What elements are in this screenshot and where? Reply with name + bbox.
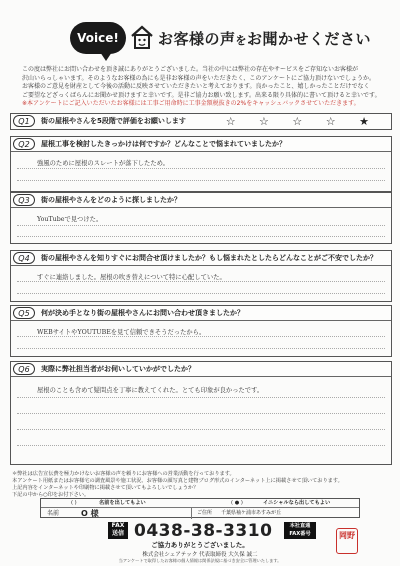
thanks-text: ご協力ありがとうございました。 bbox=[151, 541, 249, 549]
divider bbox=[17, 348, 385, 349]
option-initial-ok: イニシャルなら出してもよい bbox=[263, 500, 331, 506]
fax-icon: FAX 送信 bbox=[108, 522, 128, 539]
answer-4: すぐに連絡しました。屋根の吹き替えについて特に心配していた。 bbox=[37, 274, 226, 281]
address-label: ご住所 bbox=[197, 510, 213, 516]
fax-number: 0438-38-3310 bbox=[134, 521, 273, 541]
fax-tag: 本社直通 FAX番号 bbox=[284, 522, 316, 539]
divider bbox=[17, 445, 385, 446]
divider bbox=[191, 508, 192, 519]
address-value: 千葉県袖ケ浦市あすみが丘 bbox=[221, 510, 282, 516]
house-icon bbox=[130, 24, 154, 50]
name-label: 名前 bbox=[47, 510, 60, 517]
question-3: Q3 街の屋根やさんをどのように探しましたか？ YouTubeで見つけた。 bbox=[10, 192, 392, 244]
divider bbox=[17, 225, 385, 226]
privacy-note: 当アンケートで取得したお客様の個人情報は関係法規に基づき安全に管理いたします。 bbox=[118, 558, 282, 563]
rating-stars[interactable] bbox=[226, 116, 379, 127]
star-empty-icon[interactable]: ☆ ☆ ☆ ☆ bbox=[225, 115, 346, 128]
question-6: Q6 実際に弊社担当者がお伺いしていかがでしたか？ 屋根のことも含めて疑問点を丁寧に教えてくれた。とても印象が良かったです。 bbox=[10, 361, 392, 465]
divider bbox=[17, 180, 385, 181]
divider bbox=[17, 397, 385, 398]
survey-title: お客様の声をお聞かせください bbox=[158, 30, 372, 48]
fax-bar bbox=[108, 520, 318, 542]
answer-3: YouTubeで見つけた。 bbox=[37, 216, 103, 223]
voice-bubble: Voice! bbox=[70, 22, 126, 54]
option-name-ok: 名前を出してもよい bbox=[99, 500, 146, 506]
answer-5: WEBサイトやYOUTUBEを見て信頼できそうだったから。 bbox=[37, 329, 206, 336]
divider bbox=[17, 429, 385, 430]
divider bbox=[17, 293, 385, 294]
name-permission-form bbox=[40, 498, 360, 518]
divider bbox=[17, 281, 385, 282]
option-name-mark[interactable]: ( ) bbox=[71, 500, 77, 506]
star-filled-icon[interactable]: ★ bbox=[359, 115, 379, 128]
question-4: Q4 街の屋根やさんを知りすぐにお問合せ頂けましたか？もし悩まれたとしたらどんなことがご不安でしたか？ すぐに連絡しました。屋根の吹き替えについて特に心配していた。 bbox=[10, 250, 392, 302]
divider bbox=[17, 168, 385, 169]
question-5: Q5 何が決め手となり街の屋根やさんにお問い合わせ頂きましたか？ WEBサイトやYOUTUBEを見て信頼できそうだったから。 bbox=[10, 305, 392, 357]
question-1: Q1 街の屋根やさんを5段階で評価をお願いします ☆ ☆ ☆ ☆ ★ bbox=[10, 113, 392, 130]
answer-6: 屋根のことも含めて疑問点を丁寧に教えてくれた。とても印象が良かったです。 bbox=[37, 387, 264, 394]
divider bbox=[17, 336, 385, 337]
intro-text: この度は弊社にお問い合わせを頂き誠にありがとうございました。当社の中には弊社の存在やサービスをご存知ないお客様が 沢山いらっしゃいます。そのようなお客様の為にも是非お客様の声をいただきたく、このアンケートにご協力頂けないでしょうか。 お客様のご意見を財産として今後の活動に反映させていただきたいと考えております。良かったこと、嬉しかったことだけでなく ご要望などざっくばらんにお聞かせ頂けますと幸いです。是非ご協力お願い致します。出来る限り具体的に書いて頂けると幸いです。 ※本アンケートにご記入いただいたお客様には工事ご用命時に工事金額税抜きの2%をキャッシュバックさせていただきます。 bbox=[22, 66, 384, 109]
option-initial-mark[interactable]: ( ● ) bbox=[231, 500, 243, 506]
question-2: Q2 屋根工事を検討したきっかけは何ですか？どんなことで悩まれていましたか？ 強風のために屋根のスレートが落下したため。 bbox=[10, 136, 392, 192]
survey-header bbox=[70, 20, 372, 64]
divider bbox=[17, 413, 385, 414]
permission-notes: ＊弊社は広告宣伝費を極力かけないお客様の声を頼りにお客様への営業活動を行っております。 本アンケート用紙またはお客様宅の調査風景や施工状況、お客様の顔写真と建物ブログ形式のインターネット上に掲載させて頂いております。 上記内容をインターネットや印刷物に掲載させて頂いてもよろしいでしょうか？ 下記の中から○印をお付下さい。 bbox=[12, 471, 343, 498]
seal-stamp: 岡野 bbox=[336, 528, 358, 554]
cashback-note: ※本アンケートにご記入いただいたお客様には工事ご用命時に工事金額税抜きの2%をキャッシュバックさせていただきます。 bbox=[22, 100, 360, 108]
answer-2: 強風のために屋根のスレートが落下したため。 bbox=[37, 160, 169, 167]
divider bbox=[17, 236, 385, 237]
name-value: O 様 bbox=[81, 509, 99, 518]
company-text: 株式会社シェアテック 代表取締役 大久保 誠二 bbox=[142, 552, 258, 558]
